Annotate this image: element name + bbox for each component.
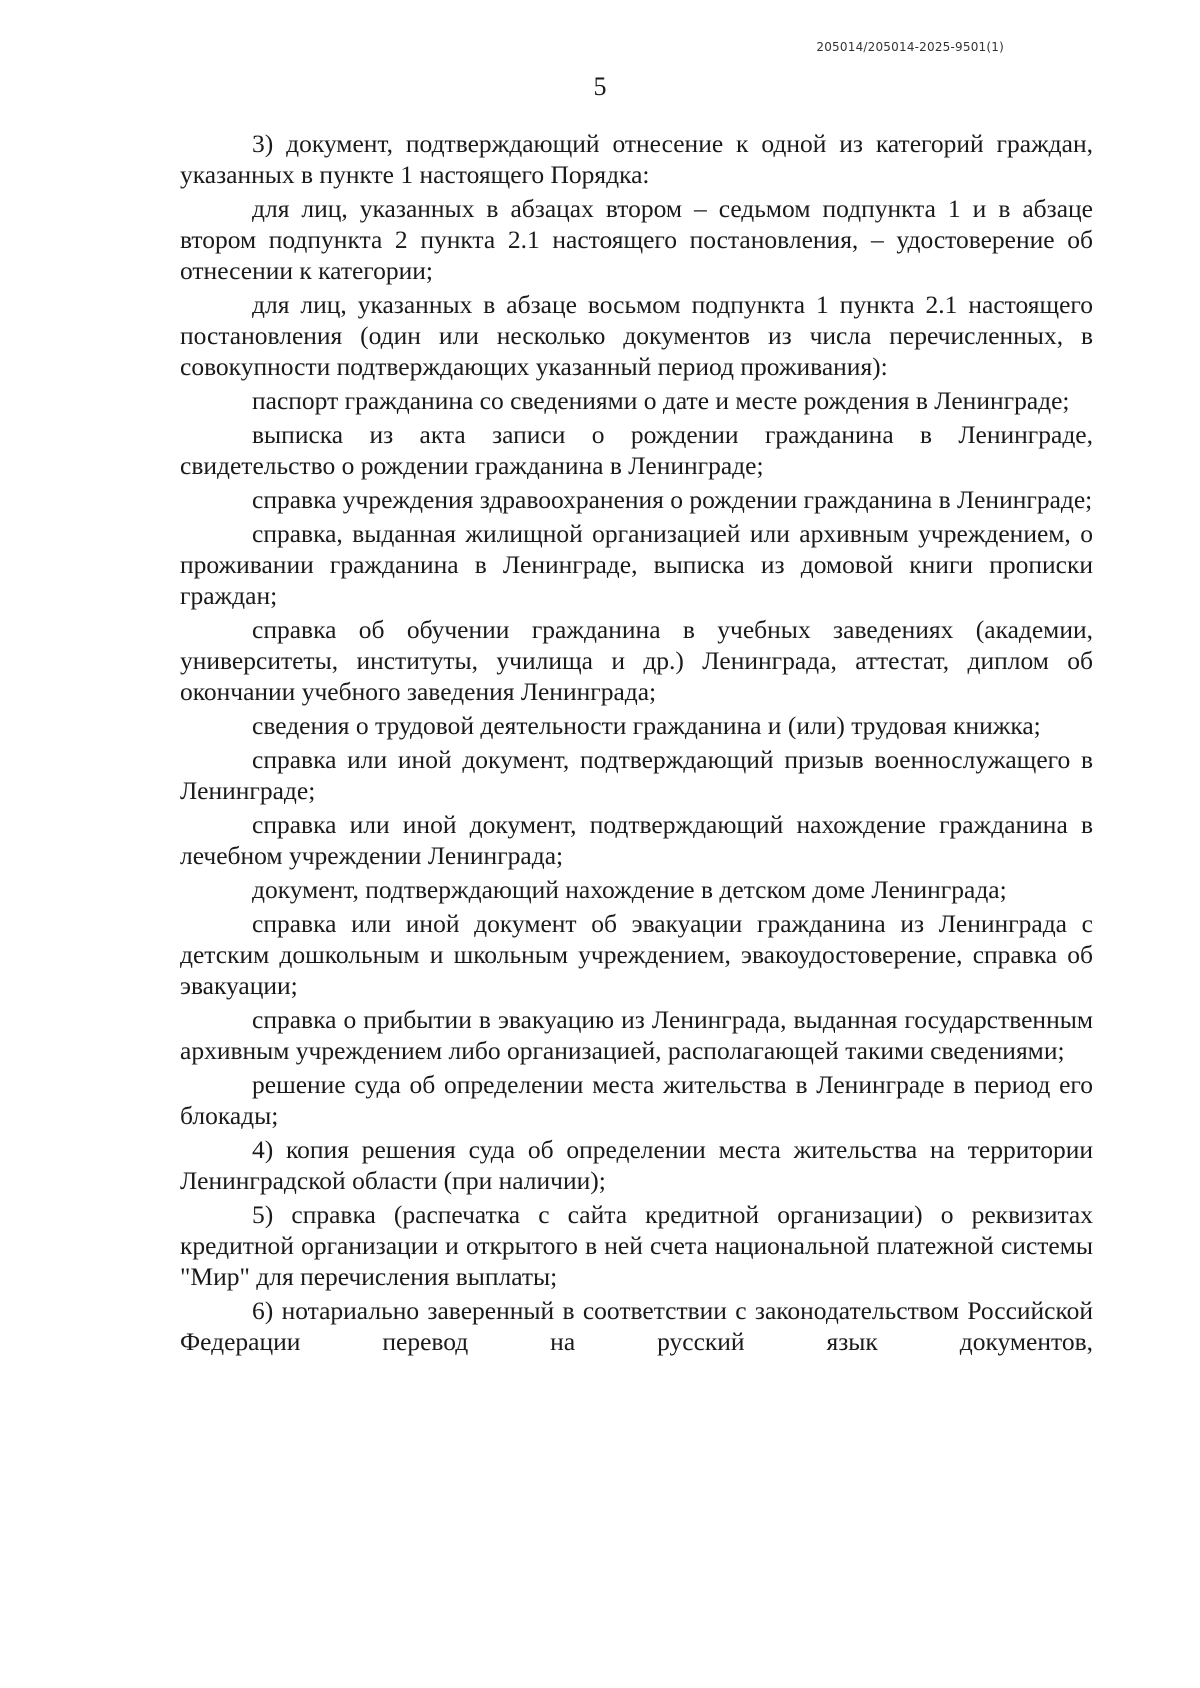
paragraph-military-draft: справка или иной документ, подтверждающий призыв военнослужащего в Ленинграде;: [180, 745, 1093, 805]
paragraph-category-certificate: для лиц, указанных в абзацах втором – седьмом подпункта 1 и в абзаце втором подпункта 2 пункта 2.1 настоящего постановления, – удостоверение об отнесении к категории;: [180, 194, 1093, 285]
paragraph-evacuation: справка или иной документ об эвакуации гражданина из Ленинграда с детским дошкольным и школьным учреждением, эвакоудостоверение, справка об эвакуации;: [180, 909, 1093, 1000]
paragraph-item-6: 6) нотариально заверенный в соответствии с законодательством Российской Федерации перевод на русский язык документов,: [180, 1296, 1093, 1356]
document-id: 205014/205014-2025-9501(1): [816, 40, 1004, 54]
page-number: 5: [593, 72, 607, 101]
document-body: [180, 128, 1093, 1360]
paragraph-housing-certificate: справка, выданная жилищной организацией или архивным учреждением, о проживании гражданина в Ленинграде, выписка из домовой книги прописки граждан;: [180, 519, 1093, 610]
paragraph-birth-record: выписка из акта записи о рождении гражданина в Ленинграде, свидетельство о рождении гражданина в Ленинграде;: [180, 420, 1093, 480]
paragraph-medical-stay: справка или иной документ, подтверждающий нахождение гражданина в лечебном учреждении Ленинграда;: [180, 810, 1093, 870]
paragraph-passport: паспорт гражданина со сведениями о дате и месте рождения в Ленинграде;: [252, 386, 1070, 415]
paragraph-employment-record: сведения о трудовой деятельности гражданина и (или) трудовая книжка;: [252, 711, 1041, 740]
paragraph-item-4: 4) копия решения суда об определении места жительства на территории Ленинградской области (при наличии);: [180, 1135, 1093, 1195]
paragraph-item-3: 3) документ, подтверждающий отнесение к одной из категорий граждан, указанных в пункте 1 настоящего Порядка:: [180, 129, 1093, 189]
paragraph-item-5: 5) справка (распечатка с сайта кредитной организации) о реквизитах кредитной организации и открытого в ней счета национальной платежной системы "Мир" для перечисления выплаты;: [180, 1200, 1093, 1291]
paragraph-residence-documents: для лиц, указанных в абзаце восьмом подпункта 1 пункта 2.1 настоящего постановления (один или несколько документов из числа перечисленных, в совокупности подтверждающих указанный период проживания):: [180, 290, 1093, 381]
paragraph-education-certificate: справка об обучении гражданина в учебных заведениях (академии, университеты, институты, училища и др.) Ленинграда, аттестат, диплом об окончании учебного заведения Ленинграда;: [180, 615, 1093, 706]
paragraph-court-decision: решение суда об определении места жительства в Ленинграде в период его блокады;: [180, 1070, 1093, 1130]
paragraph-orphanage: документ, подтверждающий нахождение в детском доме Ленинграда;: [252, 875, 1007, 904]
paragraph-evacuation-arrival: справка о прибытии в эвакуацию из Ленинграда, выданная государственным архивным учреждением либо организацией, располагающей такими сведениями;: [180, 1005, 1093, 1065]
paragraph-health-certificate: справка учреждения здравоохранения о рождении гражданина в Ленинграде;: [252, 485, 1093, 514]
